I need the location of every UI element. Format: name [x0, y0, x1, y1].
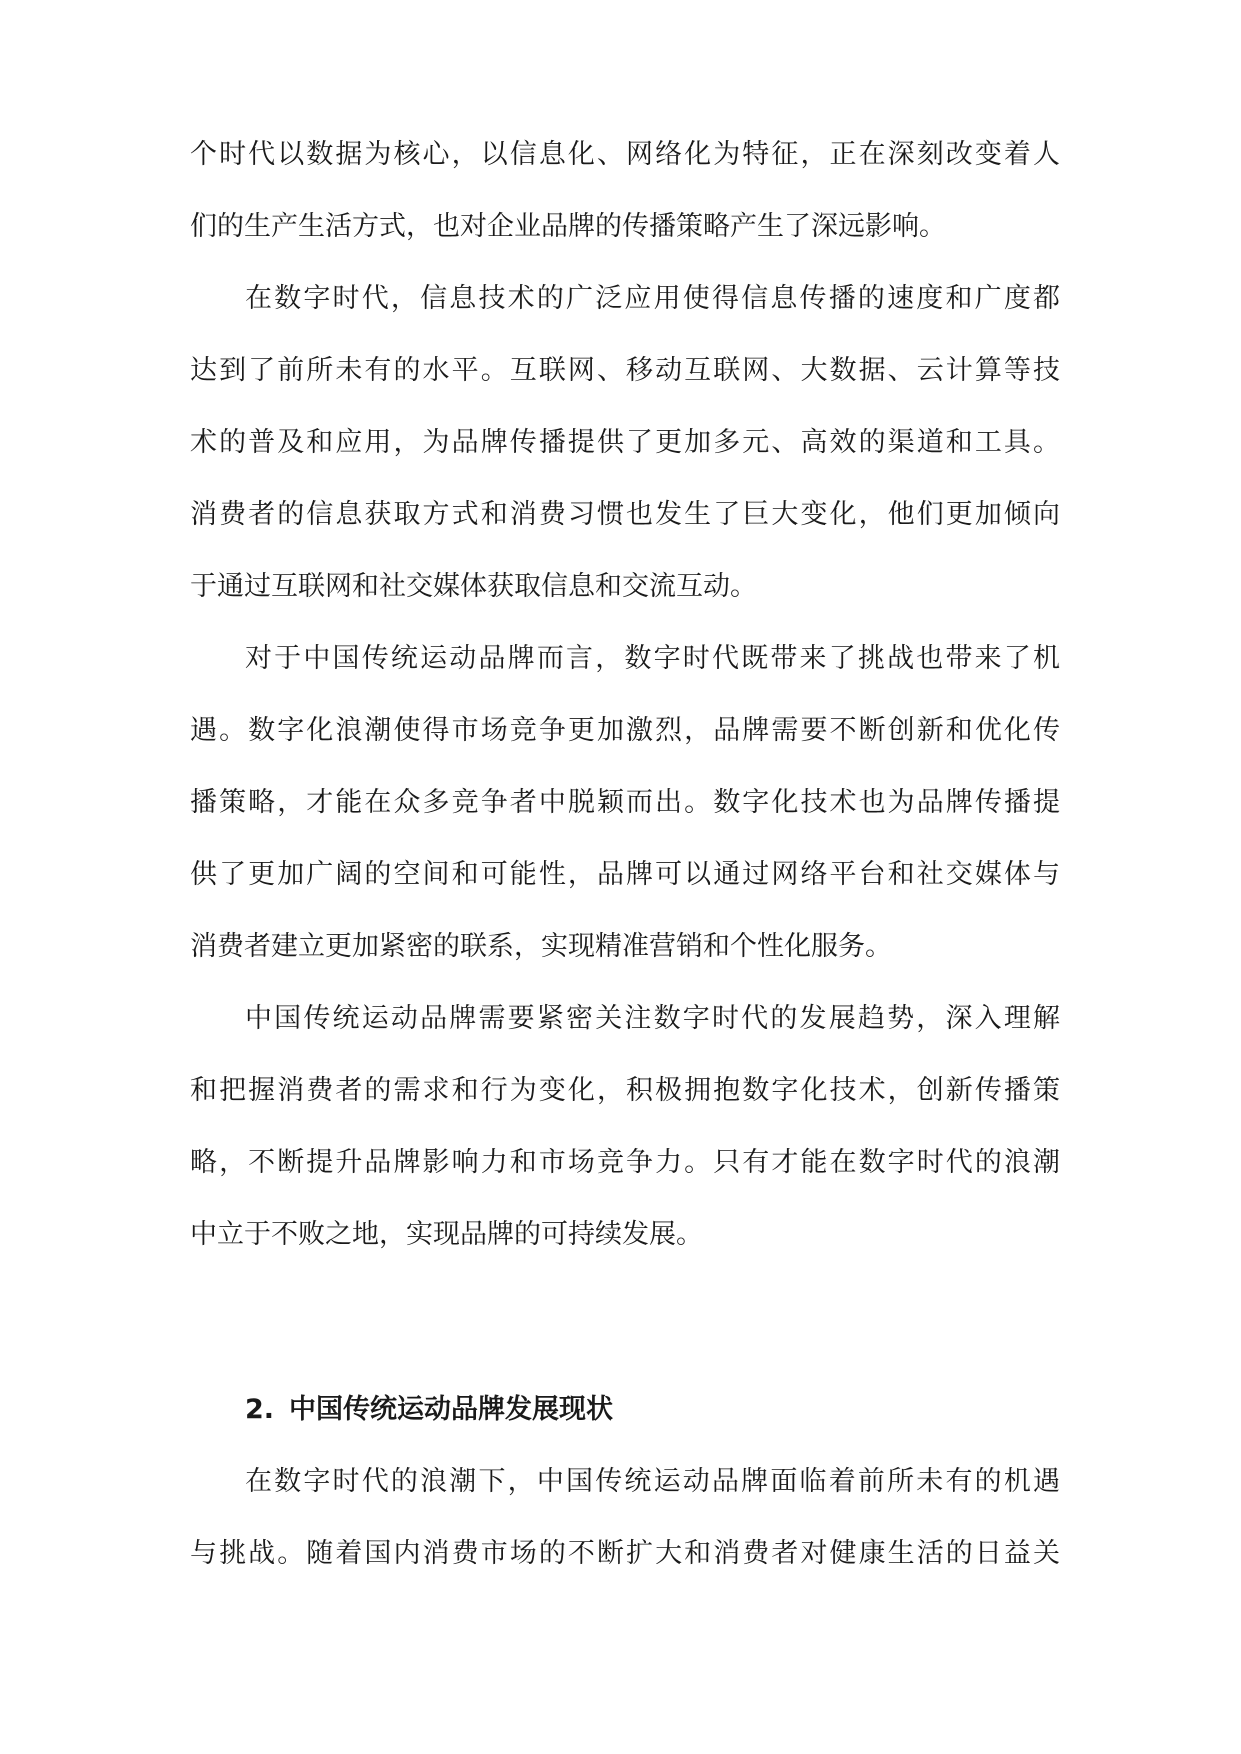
paragraph-2-line-5: 于通过互联网和社交媒体获取信息和交流互动。 [190, 571, 757, 602]
paragraph-3-line-5: 消费者建立更加紧密的联系，实现精准营销和个性化服务。 [190, 931, 892, 962]
section-heading [245, 1390, 613, 1430]
paragraph-3-line-1: 对于中国传统运动品牌而言，数字时代既带来了挑战也带来了机 [245, 643, 1060, 674]
paragraph-2-line-2: 达到了前所未有的水平。互联网、移动互联网、大数据、云计算等技 [190, 355, 1060, 386]
paragraph-2-line-4: 消费者的信息获取方式和消费习惯也发生了巨大变化，他们更加倾向 [190, 499, 1060, 530]
section-number: 2. [245, 1394, 275, 1425]
paragraph-2-line-3: 术的普及和应用，为品牌传播提供了更加多元、高效的渠道和工具。 [190, 427, 1060, 458]
paragraph-3-line-3: 播策略，才能在众多竞争者中脱颖而出。数字化技术也为品牌传播提 [190, 787, 1060, 818]
paragraph-3-line-2: 遇。数字化浪潮使得市场竞争更加激烈，品牌需要不断创新和优化传 [190, 715, 1060, 746]
paragraph-4-line-1: 中国传统运动品牌需要紧密关注数字时代的发展趋势，深入理解 [245, 1003, 1060, 1034]
paragraph-5-line-1: 在数字时代的浪潮下，中国传统运动品牌面临着前所未有的机遇 [245, 1466, 1060, 1497]
paragraph-3-line-4: 供了更加广阔的空间和可能性，品牌可以通过网络平台和社交媒体与 [190, 859, 1060, 890]
paragraph-1-line-1: 个时代以数据为核心，以信息化、网络化为特征，正在深刻改变着人 [190, 139, 1060, 170]
paragraph-4-line-3: 略，不断提升品牌影响力和市场竞争力。只有才能在数字时代的浪潮 [190, 1147, 1060, 1178]
paragraph-5-line-2: 与挑战。随着国内消费市场的不断扩大和消费者对健康生活的日益关 [190, 1538, 1060, 1569]
section-title: 中国传统运动品牌发展现状 [289, 1394, 613, 1425]
paragraph-4-line-4: 中立于不败之地，实现品牌的可持续发展。 [190, 1219, 703, 1250]
paragraph-1-line-2: 们的生产生活方式，也对企业品牌的传播策略产生了深远影响。 [190, 211, 946, 242]
paragraph-4-line-2: 和把握消费者的需求和行为变化，积极拥抱数字化技术，创新传播策 [190, 1075, 1060, 1106]
paragraph-2-line-1: 在数字时代，信息技术的广泛应用使得信息传播的速度和广度都 [245, 283, 1060, 314]
